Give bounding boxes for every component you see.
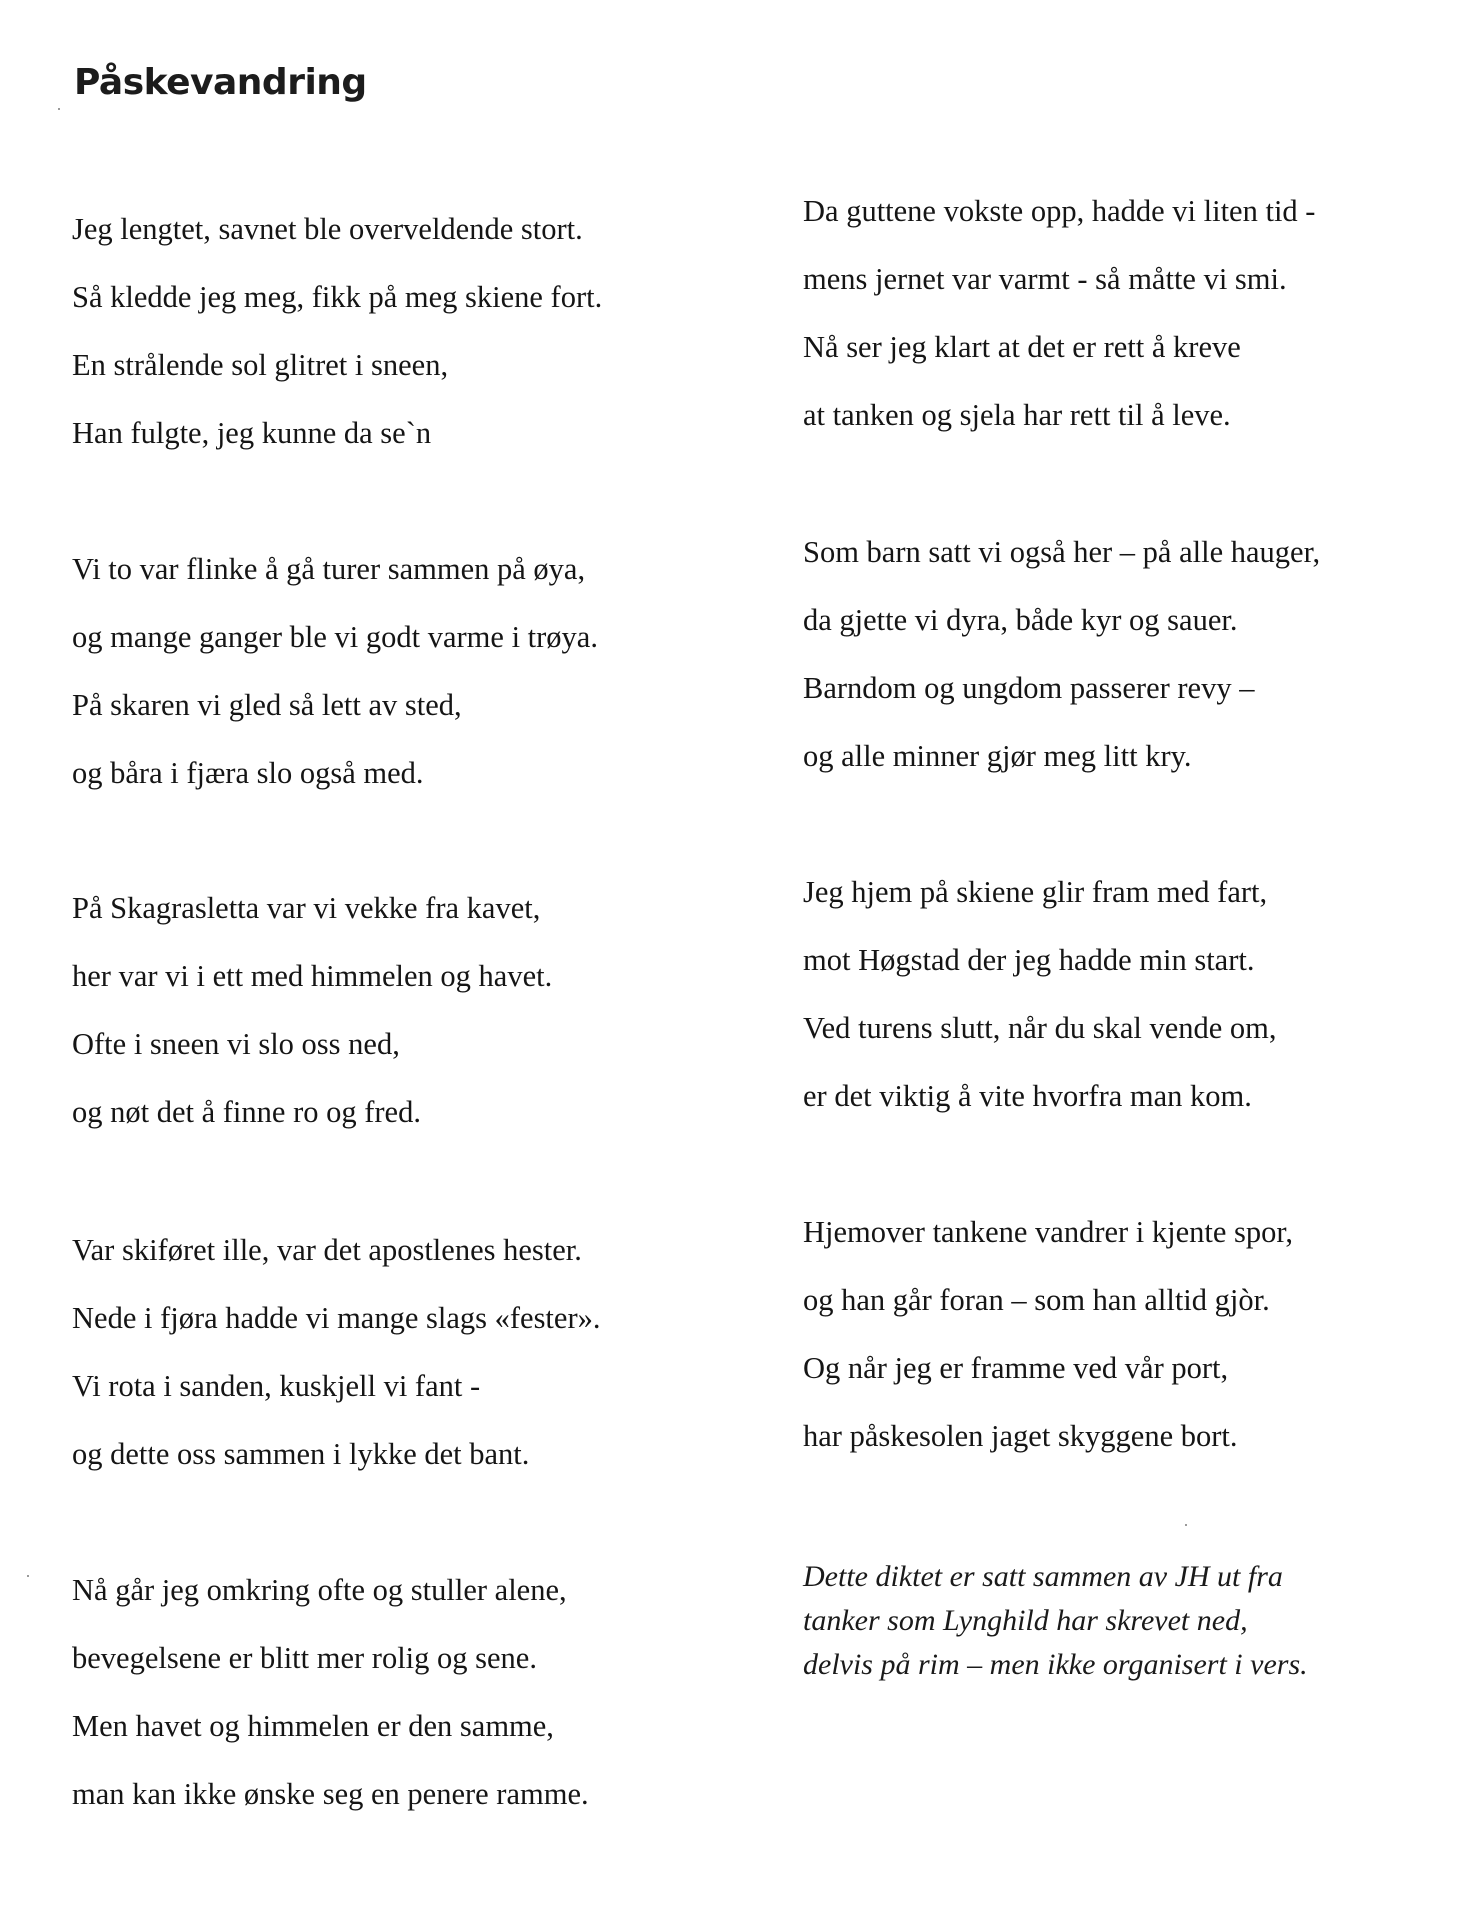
- poem-line: og mange ganger ble vi godt varme i trøya.: [72, 620, 598, 654]
- poem-line: da gjette vi dyra, både kyr og sauer.: [803, 603, 1238, 637]
- poem-line: man kan ikke ønske seg en penere ramme.: [72, 1777, 589, 1811]
- stanza: [803, 535, 1320, 807]
- stanza: [803, 1215, 1293, 1487]
- scan-speck: [27, 1575, 29, 1577]
- poem-line: Nå ser jeg klart at det er rett å kreve: [803, 330, 1241, 364]
- stanza: [72, 552, 598, 824]
- poem-line: Jeg lengtet, savnet ble overveldende stort.: [72, 212, 583, 246]
- poem-line: Som barn satt vi også her – på alle hauger,: [803, 535, 1321, 569]
- poem-line: Hjemover tankene vandrer i kjente spor,: [803, 1215, 1293, 1249]
- poem-line: Vi rota i sanden, kuskjell vi fant -: [72, 1369, 481, 1403]
- poem-title: Påskevandring: [74, 62, 367, 103]
- poem-line: Barndom og ungdom passerer revy –: [803, 671, 1255, 705]
- poem-line: På Skagrasletta var vi vekke fra kavet,: [72, 891, 541, 925]
- poem-line: Men havet og himmelen er den samme,: [72, 1709, 554, 1743]
- stanza: [803, 194, 1315, 466]
- scan-speck: [1185, 1524, 1187, 1526]
- poem-line: Var skiføret ille, var det apostlenes hester.: [72, 1233, 582, 1267]
- stanza: [72, 1573, 589, 1845]
- poem-line: her var vi i ett med himmelen og havet.: [72, 959, 553, 993]
- poem-line: og nøt det å finne ro og fred.: [72, 1095, 421, 1129]
- poem-line: Da guttene vokste opp, hadde vi liten tid -: [803, 194, 1316, 228]
- poem-line: Ved turens slutt, når du skal vende om,: [803, 1011, 1277, 1045]
- poem-line: Ofte i sneen vi slo oss ned,: [72, 1027, 400, 1061]
- stanza: [72, 891, 552, 1163]
- poem-line: Jeg hjem på skiene glir fram med fart,: [803, 875, 1268, 909]
- scan-speck: [58, 108, 60, 110]
- author-note: [803, 1555, 1308, 1687]
- poem-line: Han fulgte, jeg kunne da se`n: [72, 416, 432, 450]
- poem-line: Så kledde jeg meg, fikk på meg skiene fort.: [72, 280, 603, 314]
- poem-line: mens jernet var varmt - så måtte vi smi.: [803, 262, 1287, 296]
- poem-line: På skaren vi gled så lett av sted,: [72, 688, 462, 722]
- poem-line: og båra i fjæra slo også med.: [72, 756, 424, 790]
- poem-line: En strålende sol glitret i sneen,: [72, 348, 449, 382]
- note-line: delvis på rim – men ikke organisert i vers.: [803, 1648, 1308, 1681]
- poem-line: bevegelsene er blitt mer rolig og sene.: [72, 1641, 537, 1675]
- note-line: Dette diktet er satt sammen av JH ut fra: [803, 1560, 1283, 1593]
- poem-line: og han går foran – som han alltid gjòr.: [803, 1283, 1270, 1317]
- poem-line: er det viktig å vite hvorfra man kom.: [803, 1079, 1252, 1113]
- poem-line: og dette oss sammen i lykke det bant.: [72, 1437, 530, 1471]
- poem-line: Vi to var flinke å gå turer sammen på øya,: [72, 552, 586, 586]
- poem-line: Nede i fjøra hadde vi mange slags «fester».: [72, 1301, 601, 1335]
- poem-line: at tanken og sjela har rett til å leve.: [803, 398, 1231, 432]
- stanza: [72, 1233, 600, 1505]
- poem-line: og alle minner gjør meg litt kry.: [803, 739, 1192, 773]
- poem-line: Nå går jeg omkring ofte og stuller alene,: [72, 1573, 567, 1607]
- stanza: [803, 875, 1277, 1147]
- stanza: [72, 212, 602, 484]
- note-line: tanker som Lynghild har skrevet ned,: [803, 1604, 1248, 1637]
- poem-line: Og når jeg er framme ved vår port,: [803, 1351, 1229, 1385]
- poem-line: har påskesolen jaget skyggene bort.: [803, 1419, 1238, 1453]
- poem-line: mot Høgstad der jeg hadde min start.: [803, 943, 1255, 977]
